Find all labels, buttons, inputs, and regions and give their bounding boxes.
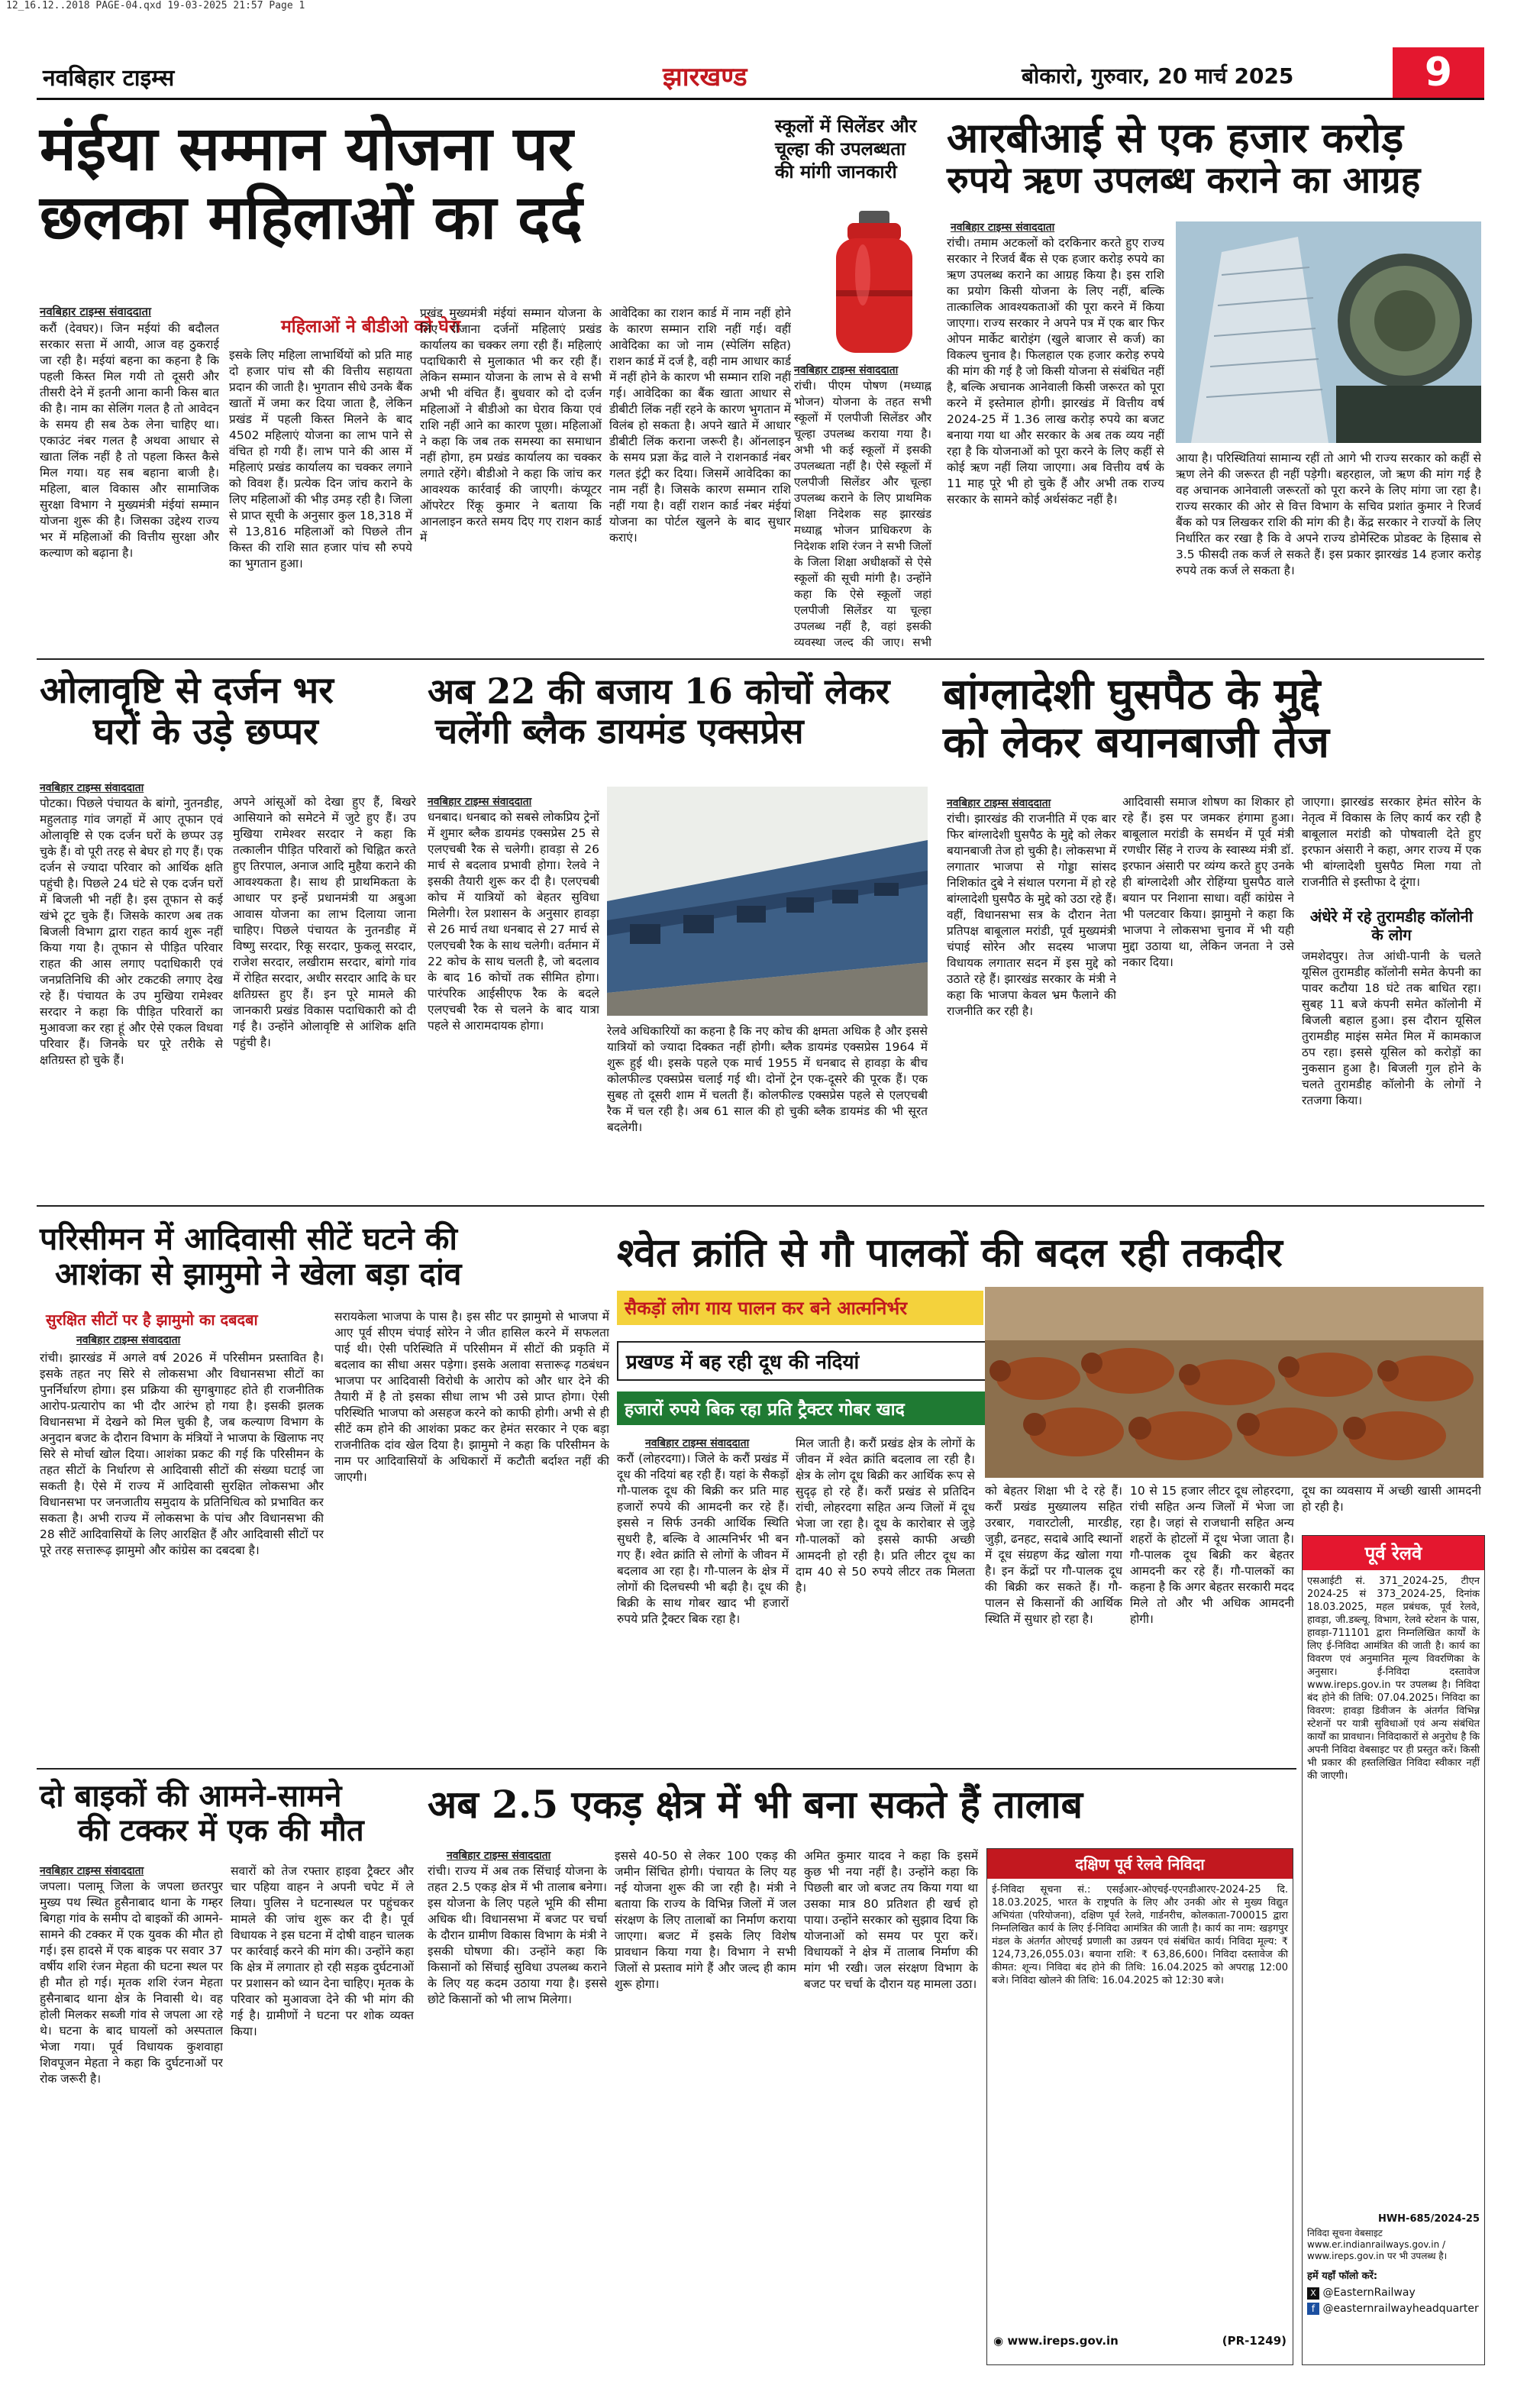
row-divider (37, 1205, 1484, 1207)
story5-col1: धनबाद। धनबाद को सबसे लोकप्रिय ट्रेनों में शुमार ब्लैक डायमंड एक्सप्रेस 25 से एलएचबी रैक से चलेगी। हावड़ा से 26 मार्च से बदलाव प्रभावी होगा। रेलवे ने इसकी तैयारी शुरू कर दी है। एलएचबी कोच में यात्रियों को बेहतर सुविधा मिलेगी। रेल प्रशासन के अनुसार हावड़ा से 26 मार्च तथा धनबाद से 27 मार्च से एलएचबी रैक के साथ चलेगी। वर्तमान में 22 कोच के साथ चलती है, जो बदलाव के बाद 16 कोचों तक सीमित होगा। पारंपरिक आईसीएफ रैक के बदले एलएचबी रैक से चलने के बाद यात्रा पहले से आरामदायक होगा। (428, 810, 599, 1033)
masthead-brand: नवबिहार टाइम्स (43, 65, 175, 92)
story3-headline-line2: रुपये ऋण उपलब्ध कराने का आग्रह (947, 159, 1421, 202)
railway-notice-body: एसआईटी सं. 371_2024-25, टीएन 2024-25 सं 373_2024-25, दिनांक 18.03.2025, महल प्रबंधक, पूर्व रेलवे, हावड़ा, जी.डब्ल्यू. विभाग, रेलवे स्टेशन के पास, हावड़ा-711101 द्वारा निम्नलिखित कार्यों के लिए ई-निविदा आमंत्रित की जाती है। कार्य का विवरण एवं अनुमानित मूल्य विवरणिका के अनुसार। ई-निविदा दस्तावेज www.ireps.gov.in पर उपलब्ध है। निविदा बंद होने की तिथि: 07.04.2025। निविदा का विवरण: हावड़ा डिवीजन के अंतर्गत विभिन्न स्टेशनों पर यात्री सुविधाओं एवं अन्य संबंधित कार्यों का प्रावधान। निविदाकारों से अनुरोध है कि अपनी निविदा वेबसाइट पर ही प्रस्तुत करें। किसी भी प्रकार की हस्तलिखित निविदा स्वीकार नहीं की जाएगी। (1307, 1576, 1480, 1782)
story7-headline-line1: परिसीमन में आदिवासी सीटें घटने की (40, 1220, 457, 1257)
story5-col2: रेलवे अधिकारियों का कहना है कि नए कोच की क्षमता अधिक है और इससे यात्रियों को ज्यादा दिक्कत नहीं होगी। ब्लैक डायमंड एक्सप्रेस 1964 में शुरू हुई थी। इसके पहले एक मार्च 1955 में धनबाद से हावड़ा के बीच कोलफील्ड एक्सप्रेस चलाई गई थी। दोनों ट्रेन एक-दूसरे की पूरक हैं। एक सुबह तो दूसरी शाम में चलती हैं। कोलफील्ड एक्सप्रेस पहले से एलएचबी रैक में चल रही है। अब 61 साल की हो चुकी ब्लैक डायमंड की भी सूरत बदलेगी। (607, 1024, 928, 1134)
story8-banner1: सैकड़ों लोग गाय पालन कर बने आत्मनिर्भर (617, 1291, 983, 1325)
masthead-section: झारखण्ड (663, 62, 747, 92)
story8-col3: को बेहतर शिक्षा भी दे रहे हैं। करौं प्रखंड मुख्यालय सहित उरबार, गवारटोली, मारडीह, जुड़ी, ढनहट, सदाबे आदि स्थानों में दूध संग्रहण केंद्र खोला गया है। इन केंद्रों पर गौ-पालक दूध की बिक्री कर सकते हैं। गौ-पालन से किसानों की आर्थिक स्थिति में सुधार हो रहा है। (985, 1484, 1122, 1626)
tender-site-text: www.ireps.gov.in (1007, 2334, 1119, 2348)
story8-banner2: प्रखण्ड में बह रही दूध की नदियां (617, 1341, 986, 1381)
story6-headline (943, 671, 1481, 766)
railway-notice-header: पूर्व रेलवे (1303, 1536, 1484, 1570)
twitter-handle-text: @EasternRailway (1322, 2287, 1416, 2299)
globe-icon: ◉ (993, 2334, 1004, 2348)
story9-headline-line1: दो बाइकों की आमने-सामने (40, 1778, 342, 1814)
story1-col3: प्रखंड मुख्यमंत्री मंईयां सम्मान योजना के लिए रोजाना दर्जनों महिलाएं प्रखंड कार्यालय का चक्कर लगा रही हैं। महिलाएं पदाधिकारी से मुलाकात भी कर रही हैं। लेकिन सम्मान योजना के लाभ से वे सभी अभी भी वंचित हैं। बुधवार को दो दर्जन महिलाओं ने बीडीओ का घेराव किया एवं राशि नहीं आने का कारण पूछा। महिलाओं ने कहा कि जब तक समस्या का समाधान नहीं होगा, हम प्रखंड कार्यालय का चक्कर लगाते रहेंगे। बीडीओ ने कहा कि जांच कर आवश्यक कार्रवाई की जाएगी। कंप्यूटर ऑपरेटर रिंकू कुमार ने बताया कि आनलाइन करते समय दिए गए राशन कार्ड में (420, 306, 602, 545)
tender-code: (PR-1249) (1222, 2334, 1286, 2348)
train-photo (607, 787, 928, 1016)
story6-col1: रांची। झारखंड की राजनीति में एक बार फिर बांग्लादेशी घुसपैठ के मुद्दे को लेकर बयानबाजी तेज हो चुकी है। लोकसभा में लगातार भाजपा से गोड्डा सांसद निशिकांत दुबे ने संथाल परगना में हो रहे बांग्लादेशी घुसपैठ के मुद्दे को उठा रहे हैं। वहीं, विधानसभा सत्र के दौरान नेता प्रतिपक्ष बाबूलाल मरांडी, पूर्व मुख्यमंत्री चंपाई सोरेन और सदस्य भाजपा विधायक लगातार सदन में इस मुद्दे को उठाते रहे हैं। झारखंड सरकार के मंत्री ने कहा कि भाजपा केवल भ्रम फैलाने की राजनीति कर रही है। (947, 812, 1116, 1018)
story6-subhead: अंधेरे में रहे तुरामडीह कॉलोनी के लोग (1309, 907, 1474, 944)
railway-notice-code: HWH-685/2024-25 (1377, 2213, 1480, 2225)
row-divider (37, 1768, 1296, 1770)
story3-byline: नवबिहार टाइम्स संवाददाता (951, 221, 1055, 234)
story4-headline-line1: ओलावृष्टि से दर्जन भर (40, 669, 334, 712)
tender-site (987, 2331, 1293, 2351)
story10-headline: अब 2.5 एकड़ क्षेत्र में भी बना सकते हैं तालाब (428, 1782, 1083, 1827)
story3-headline-line1: आरबीआई से एक हजार करोड़ (947, 113, 1404, 162)
railway-notice-follow: हमें यहाँ फॉलो करें: (1307, 2271, 1378, 2282)
twitter-icon: X (1307, 2287, 1319, 2300)
row-divider (37, 658, 1484, 660)
story4-headline (40, 671, 421, 753)
cattle-herd-photo (985, 1287, 1483, 1478)
story1-col2: इसके लिए महिला लाभार्थियों को प्रति माह दो हजार पांच सौ की वित्तीय सहायता प्रदान की जाती है। भुगतान सीधे उनके बैंक खातों में जमा कर दिया जाता है, लेकिन प्रखंड में पहली किस्त मिलने के बाद 4502 महिलाएं योजना का लाभ पाने से वंचित हो गयी हैं। लाभ पाने की आस में महिलाएं प्रखंड कार्यालय का चक्कर लगाने को विवश हैं। प्रत्येक दिन जांच कराने के लिए महिलाओं की भीड़ उमड़ रही है। जिला से प्राप्त सूची के अनुसार कुल 18,318 में से 13,816 महिलाओं को पिछले तीन किस्त की राशि सात हजार पांच सौ रुपये का भुगतान हुआ। (229, 348, 412, 570)
story6-headline-line1: बांग्लादेशी घुसपैठ के मुद्दे (943, 669, 1321, 719)
story1-col4: आवेदिका का राशन कार्ड में नाम नहीं होने के कारण सम्मान राशि नहीं गई। वहीं आवेदिका का जो नाम (स्पेलिंग सहित) राशन कार्ड में दर्ज है, वही नाम आधार कार्ड में नहीं होने के कारण भी सम्मान राशि नहीं गई। आवेदिका का बैंक खाता आधार से डीबीटी लिंक नहीं रहने के कारण भुगतान में विलंब हो सकता है। अपने खाते में आधार डीबीटी लिंक कराना जरूरी है। ऑनलाइन के समय प्रज्ञा केंद्र वाले ने राशनकार्ड नंबर गलत इंट्री कर दिया। जिसमें आवेदिका का नाम नहीं है। जिसके कारण सम्मान राशि नहीं गया है। वहीं राशन कार्ड नंबर मंईयां योजना का पोर्टल खुलने के बाद सुधार कराएं। (609, 306, 791, 545)
masthead (37, 50, 1484, 100)
twitter-handle (1303, 2285, 1484, 2301)
story5-headline-line1: अब 22 की बजाय 16 कोचों लेकर (428, 671, 890, 712)
story8-col5: दूध का व्यवसाय में अच्छी खासी आमदनी हो रही है। (1302, 1484, 1481, 1514)
story9-col1: जपला। पलामू जिला के जपला छतरपुर मुख्य पथ स्थित हुसैनाबाद थाना के गम्हर बिगहा गांव के समीप दो बाइकों की आमने-सामने की टक्कर में एक युवक की मौत हो गई। इस हादसे में एक बाइक पर सवार 37 वर्षीय शशि रंजन मेहता की घटना स्थल पर ही मौत हो गई। मृतक शशि रंजन मेहता हुसैनाबाद थाना क्षेत्र के निवासी थे। वह होली मिलकर सब्जी गांव से जपला आ रहे थे। घटना के बाद घायलों को अस्पताल भेजा गया। पूर्व विधायक कुशवाहा शिवपूजन मेहता ने कहा कि दुर्घटनाओं पर रोक जरूरी है। (40, 1880, 223, 2086)
story5-byline: नवबिहार टाइम्स संवाददाता (428, 796, 532, 808)
story4-headline-line2: घरों के उड़े छप्पर (93, 709, 318, 753)
story8-headline: श्वेत क्रांति से गौ पालकों की बदल रही तकदीर (617, 1230, 1283, 1276)
story9-headline-line2: की टक्कर में एक की मौत (78, 1812, 364, 1848)
story6-headline-line2: को लेकर बयानबाजी तेज (943, 716, 1329, 768)
story8-col4: 10 से 15 हजार लीटर दूध लोहरदगा, रांची सहित अन्य जिलों में भेजा जा रहा है। जहां से राजधानी सहित अन्य शहरों के होटलों में दूध भेजा जाता है। गौ-पालक दूध बिक्री कर बेहतर आमदनी कर रहे हैं। गौ-पालकों का कहना है कि अगर बेहतर सरकारी मदद मिले तो और भी अधिक आमदनी होगी। (1130, 1484, 1294, 1626)
story3-col2: आया है। परिस्थितियां सामान्य रहीं तो आगे भी राज्य सरकार को कहीं से ऋण लेने की जरूरत ही नहीं पड़ेगी। बहरहाल, जो ऋण की मांग गई है वह अचानक आनेवाली जरूरतों को पूरा करने के लिए मांगा जा रहा है। राज्य सरकार की ओर से वित्त विभाग के सचिव प्रशांत कुमार ने रिजर्व बैंक को पत्र लिखकर राशि की मांग की है। केंद्र सरकार ने राज्यों के लिए निर्धारित कर रखा है कि वे अपने राज्य डोमेस्टिक प्रोडक्ट के हिसाब से 3.5 फीसदी तक कर्ज ले सकते हैं। इस प्रकार झारखंड 14 हजार करोड़ रुपये तक कर्ज ले सकता है। (1176, 451, 1481, 577)
story7-headline (40, 1222, 605, 1292)
story2-byline: नवबिहार टाइम्स संवाददाता (794, 364, 899, 377)
rbi-building-photo (1176, 221, 1481, 443)
story2-body: रांची। पीएम पोषण (मध्याह्न भोजन) योजना के तहत सभी स्कूलों में एलपीजी सिलेंडर और चूल्हा उपलब्ध कराया गया है। अभी भी कई स्कूलों में इसकी उपलब्धता नहीं है। ऐसे स्कूलों में एलपीजी सिलेंडर और चूल्हा उपलब्ध कराने के लिए प्राथमिक शिक्षा निदेशक सह झारखंड मध्याह्न भोजन प्राधिकरण के निदेशक शशि रंजन ने सभी जिलों के जिला शिक्षा अधीक्षकों से ऐसे स्कूलों की सूची मांगी है। उन्होंने कहा कि ऐसे स्कूलों जहां एलपीजी सिलेंडर या चूल्हा उपलब्ध नहीं है, वहां इसकी व्यवस्था जल्द की जाए। सभी (794, 379, 931, 649)
tender-body: ई-निविदा सूचना सं.: एसईआर-ओएचई-एएनडीआरए-2024-25 दि. 18.03.2025, भारत के राष्ट्रपति के लिए और उनकी ओर से मुख्य विद्युत अभियंता (परियोजना), दक्षिण पूर्व रेलवे, गार्डनरीच, कोलकाता-700015 द्वारा निम्नलिखित कार्य के लिए ई-निविदा आमंत्रित की जाती है। कार्य का नाम: खड़गपुर मंडल के अंतर्गत ओएचई प्रणाली का उन्नयन एवं संबंधित कार्य। निविदा मूल्य: ₹ 124,73,26,055.03। बयाना राशि: ₹ 63,86,600। निविदा दस्तावेज की कीमत: शून्य। निविदा बंद होने की तिथि: 16.04.2025 को अपराह्न 12:00 बजे। निविदा खोलने की तिथि: 16.04.2025 को 12:30 बजे। (992, 1884, 1288, 1986)
story10-col2: इससे 40-50 से लेकर 100 एकड़ की जमीन सिंचित होगी। पंचायत के लिए यह नई योजना शुरू की जा रही है। मंत्री ने बताया कि राज्य के विभिन्न जिलों में जल संरक्षण के लिए तालाबों का निर्माण कराया जाएगा। बजट में इसके लिए विशेष प्रावधान किया गया है। विभाग ने सभी जिलों से प्रस्ताव मांगे हैं और जल्द ही काम शुरू होगा। (615, 1849, 796, 1991)
story5-headline (428, 672, 924, 751)
print-slug: 12_16.12..2018 PAGE-04.qxd 19-03-2025 21:57 Page 1 (6, 0, 305, 11)
page-number: 9 (1393, 47, 1484, 98)
railway-notice (1302, 1535, 1485, 2365)
story7-col2: सरायकेला भाजपा के पास है। इस सीट पर झामुमो से भाजपा में आए पूर्व सीएम चंपाई सोरेन ने जीत हासिल करने में सफलता पाई थी। ऐसी परिस्थिति में परिसीमन में सीटों की प्रकृति में बदलाव का सीधा असर पड़ेगा। इसके अलावा सत्तारूढ़ गठबंधन भाजपा पर आदिवासी विरोधी के आरोप को और धार देने की तैयारी में है तो इसका सीधा लाभ भी उसे प्राप्त होगा। ऐसी परिस्थिति भाजपा को असहज करने को काफी होगी। अभी से ही सीटें कम होने की आशंका प्रकट कर हेमंत सरकार ने एक बड़ा राजनीतिक दांव खेल दिया है। झामुमो ने कहा कि परिसीमन के नाम पर आदिवासियों के अधिकारों में कटौती बर्दाश्त नहीं की जाएगी। (334, 1310, 609, 1484)
story6-col3: जाएगा। झारखंड सरकार हेमंत सोरेन के नेतृत्व में विकास के लिए कार्य कर रही है बाबूलाल मरांडी को पोषवाली देते हुए इरफान अंसारी ने कहा, अगर राज्य में एक भी बांग्लादेशी घुसपैठ मिला गया तो राजनीति से इस्तीफा दे दूंगा। (1302, 795, 1481, 889)
tender-notice (986, 1848, 1293, 2365)
facebook-handle (1303, 2301, 1484, 2316)
story1-col1: करौं (देवघर)। जिन मईयां की बदौलत सरकार सत्ता में आयी, आज वह ठुकराई जा रही है। मईयां बहना का कहना है कि पहली किस्त मिल गयी तो दूसरी और तीसरी देने में इतनी आना कानी किस बात की है। नाम का सेलिंग गलत है तो आवेदन के समय ही सब ठेक लेना चाहिए था। एकाउंट नंबर गलत है अथवा आधार से खाता लिंक नहीं है तो पहला किस्त कैसे मिल गया। यह सब बहाना बाजी है। महिला, बाल विकास और सामाजिक सुरक्षा विभाग ने मुख्यमंत्री मंईयां सम्मान योजना शुरू की है। जिसका उद्देश्य राज्य भर में महिलाओं की वित्तीय सुरक्षा और कल्याण को बढ़ाना है। (40, 322, 219, 560)
gas-cylinder-photo (817, 206, 931, 359)
story3-headline (947, 115, 1481, 202)
story1-subhead: महिलाओं ने बीडीओ को घेरा (281, 317, 461, 337)
facebook-handle-text: @easternrailwayheadquarter (1322, 2303, 1479, 2315)
story7-col1: रांची। झारखंड में अगले वर्ष 2026 में परिसीमन प्रस्तावित है। इसके तहत नए सिरे से लोकसभा और विधानसभा सीटों का पुनर्निर्धारण होगा। इस प्रक्रिया की सुगबुगाहट होते ही राजनीतिक आरोप-प्रत्यारोप का भी दौर आरंभ हो गया है। इसकी झलक विधानसभा में देखने को मिल चुकी है, जब कल्याण विभाग के अनुदान बजट के दौरान विभाग के मंत्रियों ने भाजपा के खिलाफ नए सिरे से मोर्चा खोल दिया। आशंका प्रकट की गई कि परिसीमन के तहत सीटों के निर्धारण से आदिवासी सीटों की संख्या घटाई जा सकती है। ऐसे में राज्य में आदिवासी सुरक्षित लोकसभा और विधानसभा पर जनजातीय समुदाय के प्रतिनिधित्व को प्रभावित कर सकता है। अभी राज्य में लोकसभा के पांच और विधानसभा की 28 सीटें आदिवासियों के लिए आरक्षित हैं और आदिवासी सीटों पर पूरे तरह सत्तारूढ़ झामुमो और कांग्रेस का दबदबा है। (40, 1351, 324, 1557)
masthead-dateline: बोकारो, गुरुवार, 20 मार्च 2025 (1022, 63, 1294, 89)
railway-notice-web: निविदा सूचना वेबसाइट www.er.indianrailways.gov.in / www.ireps.gov.in पर भी उपलब्ध है। (1307, 2228, 1448, 2261)
story6-col2: आदिवासी समाज शोषण का शिकार हो रहे हैं। इस पर जमकर हंगामा हुआ। बाबूलाल मरांडी के समर्थन में पूर्व मंत्री रणधीर सिंह ने राज्य के स्वास्थ्य मंत्री डॉ. इरफान अंसारी पर व्यंग्य करते हुए उनके ही बांग्लादेशी और रोहिंग्या घुसपैठ वाले बयान पर निशाना साधा। वहीं कांग्रेस ने भी पलटवार किया। झामुमो ने कहा कि भाजपा ने लोकसभा चुनाव में भी यही मुद्दा उठाया था, लेकिन जनता ने उसे नकार दिया। (1122, 795, 1294, 969)
story7-byline: नवबिहार टाइम्स संवाददाता (76, 1334, 181, 1346)
story1-headline (40, 112, 811, 253)
story3-col1: रांची। तमाम अटकलों को दरकिनार करते हुए राज्य सरकार ने रिजर्व बैंक से एक हजार करोड़ रुपये का ऋण उपलब्ध कराने का आग्रह किया है। इस राशि का प्रयोग किसी योजना के लिए नहीं, बल्कि तात्कालिक आवश्यकताओं की पूरा करने में किया जाएगा। राज्य सरकार ने अपने पत्र में एक बार फिर ओपन मार्केट बारोइंग (खुले बाजार से कर्ज) का विकल्प चुनाव है। फिलहाल एक हजार करोड़ रुपये की मांग की गई है जो किसी योजना से संबंधित नहीं है, बल्कि अचानक आनेवाली किसी जरूरत को पूरा करने में इस्तेमाल होगी। झारखंड में वित्तीय वर्ष 2024-25 में 1.36 लाख करोड़ रुपये का बजट बनाया गया था और सरकार के अब तक व्यय नहीं रहा है कि योजनाओं को पूरा करने के लिए कहीं से कोई ऋण नहीं लिया जाएगा। अब वित्तीय वर्ष के 11 माह पूरे भी हो चुके हैं और अभी तक राज्य सरकार के सामने कोई अर्थसंकट नहीं है। (947, 236, 1164, 506)
story9-headline (40, 1779, 437, 1848)
story8-col1: करौं (लोहरदगा)। जिले के करौं प्रखंड में दूध की नदियां बह रही हैं। यहां के सैकड़ों गौ-पालक दूध की बिक्री कर प्रति माह हजारों रुपये की आमदनी कर रहे हैं। इससे न सिर्फ उनकी आर्थिक स्थिति सुधरी है, बल्कि वे आत्मनिर्भर भी बन गए हैं। श्वेत क्रांति से लोगों के जीवन में बदलाव आ रहा है। गौ-पालन के क्षेत्र में लोगों की दिलचस्पी भी बढ़ी है। दूध की बिक्री के साथ गोबर खाद भी हजारों रुपये प्रति ट्रैक्टर बिक रहा है। (617, 1452, 789, 1626)
story7-headline-line2: आशंका से झामुमो ने खेला बड़ा दांव (55, 1255, 462, 1292)
story4-byline: नवबिहार टाइम्स संवाददाता (40, 782, 144, 794)
story4-col2: अपने आंसूओं को देखा हुए हैं, बिखरे आसियाने को समेटने में जुटे हुए हैं। उप मुखिया रामेश्वर सरदार ने कहा कि तत्कालीन पीड़ित परिवारों को चिह्नित करते हुए तिरपाल, अनाज आदि मुहैया कराने की आवश्यकता है। साथ ही प्राथमिकता के आधार पर इन्हें प्रधानमंत्री या अबुआ आवास योजना का लाभ दिलाया जाना चाहिए। पिछले पंचायत के नुतनडीह में विष्णु सरदार, रिकू सरदार, फुकलू सरदार, राजेश सरदार, लखीराम सरदार, बांगो गांव में रोहित सरदार, अधीर सरदार आदि के घर क्षतिग्रस्त हुए हैं। इन पूरे मामले की जानकारी प्रखंड विकास पदाधिकारी को दी गई है। उन्होंने ओलावृष्टि से आंशिक क्षति पहुंची है। (233, 795, 416, 1049)
story10-byline: नवबिहार टाइम्स संवाददाता (447, 1850, 551, 1862)
story4-col1: पोटका। पिछले पंचायत के बांगो, नुतनडीह, महुलताड़ गांव जगहों में आए तूफान एवं ओलावृष्टि से एक दर्जन घरों के छप्पर उड़ चुके हैं। वो पूरी तरह से बेघर हो गए हैं। एक दर्जन से ज्यादा परिवार को आर्थिक क्षति पहुंची है। पिछले 24 घंटे से एक दर्जन घरों में बिजली भी नहीं है। इस तूफान से कई खंभे टूट चुके हैं। जिसके कारण अब तक बिजली विभाग द्वारा राहत कार्य शुरू नहीं किया गया है। तूफान से पीड़ित परिवार राहत की आस लगाए पदाधिकारी एवं जनप्रतिनिधि की ओर टकटकी लगाए देख रहे हैं। पंचायत के उप मुखिया रामेश्वर सरदार ने कहा कि पीड़ित परिवारों का मुआवजा कर रहा हूं और ऐसे एकल विधवा परिवार हैं। जिनके घर पूरे तरीके से क्षतिग्रस्त हो चुके हैं। (40, 797, 223, 1067)
story6-col3b: जमशेदपुर। तेज आंधी-पानी के चलते यूसिल तुरामडीह कॉलोनी समेत केपनी का पावर कटौया 18 घंटे तक बाधित रहा। सुबह 11 बजे कंपनी समेत कॉलोनी में बिजली बहाल हुआ। इस दौरान यूसिल तुरामडीह माइंस समेत मिल में कामकाज ठप रहा। इससे यूसिल को करोड़ों का नुकसान हुआ है। बिजली गुल होने के चलते तुरामडीह कॉलोनी के लोगों ने रतजगा किया। (1302, 949, 1481, 1107)
story9-byline: नवबिहार टाइम्स संवाददाता (40, 1865, 144, 1877)
story8-banner3: हजारों रुपये बिक रहा प्रति ट्रैक्टर गोबर खाद (617, 1391, 999, 1425)
story2-headline: स्कूलों में सिलेंडर और चूल्हा की उपलब्धता की मांगी जानकारी (775, 115, 917, 183)
story6-byline: नवबिहार टाइम्स संवाददाता (947, 797, 1051, 810)
story5-headline-line2: चलेंगी ब्लैक डायमंड एक्सप्रेस (435, 709, 804, 751)
story8-byline: नवबिहार टाइम्स संवाददाता (645, 1437, 750, 1450)
tender-title: दक्षिण पूर्व रेलवे निविदा (987, 1849, 1293, 1879)
story1-byline: नवबिहार टाइम्स संवाददाता (40, 305, 151, 318)
story1-headline-line1: मंईया सम्मान योजना पर (40, 112, 573, 184)
story10-col1: रांची। राज्य में अब तक सिंचाई योजना के तहत 2.5 एकड़ क्षेत्र में भी तालाब बनेगा। इस योजना के लिए पहले भूमि की सीमा अधिक थी। विधानसभा में बजट पर चर्चा के दौरान ग्रामीण विकास विभाग के मंत्री ने इसकी घोषणा की। उन्होंने कहा कि किसानों को सिंचाई सुविधा उपलब्ध कराने के लिए यह कदम उठाया गया है। इससे छोटे किसानों को भी लाभ मिलेगा। (428, 1864, 607, 2006)
story1-headline-line2: छलका महिलाओं का दर्द (40, 180, 583, 253)
story7-subhead: सुरक्षित सीटों पर है झामुमो का दबदबा (46, 1311, 258, 1329)
facebook-icon: f (1307, 2303, 1319, 2315)
story8-col2: मिल जाती है। करौं प्रखंड क्षेत्र के लोगों के जीवन में श्वेत क्रांति बदलाव ला रही है। क्षेत्र के लोग दूध बिक्री कर आर्थिक रूप से सुदृढ़ हो रहे हैं। करौं प्रखंड से प्रतिदिन रांची, लोहरदगा सहित अन्य जिलों में दूध भेजा जा रहा है। दूध के कारोबार से जुड़े गौ-पालकों को इससे काफी अच्छी आमदनी हो रही है। प्रति लीटर दूध का दाम 40 से 50 रुपये लीटर तक मिलता है। (796, 1437, 975, 1595)
story10-col3: अमित कुमार यादव ने कहा कि इसमें कुछ भी नया नहीं है। उन्होंने कहा कि पिछली बार जो बजट तय किया गया था उसका मात्र 80 प्रतिशत ही खर्च हो पाया। उन्होंने सरकार को सुझाव दिया कि योजनाओं को समय पर पूरा करें। विधायकों ने क्षेत्र में तालाब निर्माण की मांग भी रखी। जल संरक्षण विभाग के बजट पर चर्चा के दौरान यह मामला उठा। (804, 1849, 978, 1991)
story9-col2: सवारों को तेज रफ्तार हाइवा ट्रैक्टर और चार पहिया वाहन ने अपनी चपेट में ले लिया। पुलिस ने घटनास्थल पर पहुंचकर मामले की जांच शुरू कर दी है। पूर्व विधायक ने इस घटना में दोषी वाहन चालक पर कार्रवाई करने की मांग की। उन्होंने कहा कि क्षेत्र में लगातार हो रही सड़क दुर्घटनाओं पर प्रशासन को ध्यान देना चाहिए। मृतक के परिवार को मुआवजा देने की भी मांग की गई है। ग्रामीणों ने घटना पर शोक व्यक्त किया। (231, 1864, 414, 2038)
